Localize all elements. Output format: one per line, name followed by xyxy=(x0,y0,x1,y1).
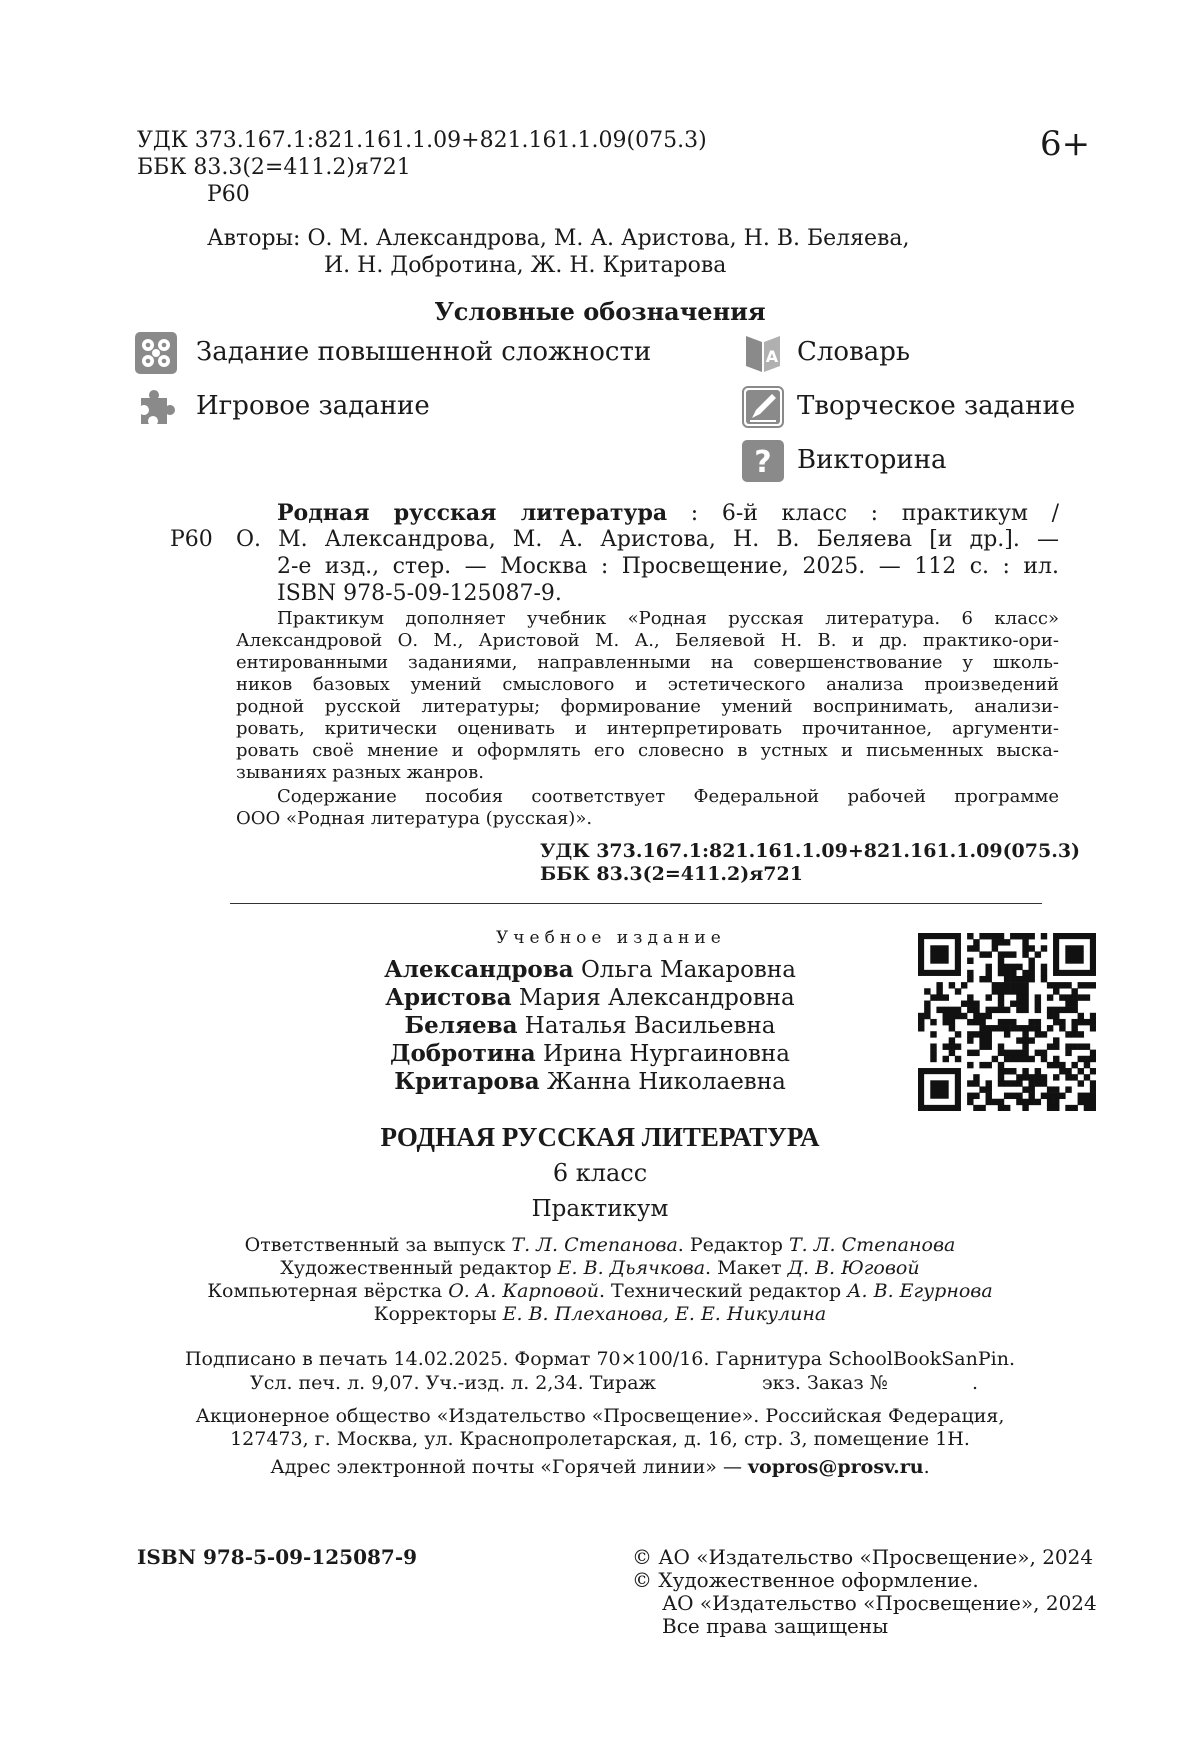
author-surname: Добротина xyxy=(390,1040,536,1067)
annotation-line-6-wrap xyxy=(236,718,1059,740)
author-surname: Критарова xyxy=(394,1068,540,1095)
puzzle-icon xyxy=(135,386,177,428)
copyright-2: © Художественное оформление. xyxy=(632,1568,979,1592)
annotation-line-1: Практикум дополняет учебник «Родная русская литература. 6 класс» xyxy=(277,608,1059,629)
annotation-line-6: ровать, критически оценивать и интерпретировать прочитанное, аргументи- xyxy=(236,718,1059,739)
annotation-line-1-wrap xyxy=(277,608,1059,630)
author-surname: Беляева xyxy=(404,1012,518,1039)
credit-role: Компьютерная вёрстка xyxy=(207,1280,449,1302)
credits-line-2 xyxy=(0,1257,1200,1279)
credit-person: Т. Л. Степанова xyxy=(788,1234,956,1256)
annotation-line-5-wrap xyxy=(236,696,1059,718)
legend-label-quiz: Викторина xyxy=(797,445,947,475)
credit-person: О. А. Карповой xyxy=(448,1280,599,1302)
publisher-line-1: Акционерное общество «Издательство «Просвещение». Российская Федерация, xyxy=(195,1405,1005,1427)
divider xyxy=(230,903,1042,904)
edition-type: Учебное издание xyxy=(496,928,726,948)
biblio-title-rest: : 6-й класс : практикум / xyxy=(667,501,1059,526)
svg-text:A: A xyxy=(765,347,779,366)
pen-creative-icon xyxy=(742,386,784,428)
credit-person: Е. В. Дьячкова xyxy=(557,1257,706,1279)
credit-role: . Редактор xyxy=(677,1234,789,1256)
legend-label-creative: Творческое задание xyxy=(797,391,1076,421)
gears-icon xyxy=(135,332,177,374)
publisher-line-2: 127473, г. Москва, ул. Краснопролетарская, д. 16, стр. 3, помещение 1Н. xyxy=(230,1428,970,1450)
annotation-line-7: ровать своё мнение и оформлять его словесно в устных и письменных выска- xyxy=(236,740,1059,761)
copyright-3: АО «Издательство «Просвещение», 2024 xyxy=(662,1591,1097,1615)
credit-person: А. В. Егурнова xyxy=(847,1280,993,1302)
hotline-email xyxy=(0,1456,1200,1478)
legend-label-advanced: Задание повышенной сложности xyxy=(196,337,652,367)
biblio-line-2: О. М. Александрова, М. А. Аристова, Н. В. Беляева [и др.]. — xyxy=(236,527,1059,552)
credit-person: Е. В. Плеханова, Е. Е. Никулина xyxy=(502,1303,827,1325)
book-grade: 6 класс xyxy=(552,1159,648,1187)
credits-line-3 xyxy=(0,1280,1200,1302)
author-name: Жанна Николаевна xyxy=(547,1069,786,1095)
authors-line-2: И. Н. Добротина, Ж. Н. Критарова xyxy=(324,253,727,278)
annotation2-line-1-wrap xyxy=(277,786,1059,808)
email-suffix: . xyxy=(923,1456,930,1478)
author-name: Наталья Васильевна xyxy=(524,1013,776,1039)
biblio-title: Родная русская литература xyxy=(277,500,668,526)
annotation-line-4-wrap xyxy=(236,674,1059,696)
email-address: vopros@prosv.ru xyxy=(747,1456,924,1478)
biblio-bbk: ББК 83.3(2=411.2)я721 xyxy=(540,863,803,885)
credit-person: Д. В. Юговой xyxy=(787,1257,920,1279)
annotation-line-3: ентированными заданиями, направленными на совершенствование у школь- xyxy=(236,652,1059,673)
print-line-2a: Усл. печ. л. 9,07. Уч.-изд. л. 2,34. Тираж xyxy=(250,1372,656,1394)
book-title: РОДНАЯ РУССКАЯ ЛИТЕРАТУРА xyxy=(380,1122,820,1152)
authors-line-1: Авторы: О. М. Александрова, М. А. Аристова, Н. В. Беляева, xyxy=(207,226,910,251)
imprint-author-3 xyxy=(330,1012,850,1040)
annotation-line-4: ников базовых умений смыслового и эстетического анализа произведений xyxy=(236,674,1059,695)
svg-text:?: ? xyxy=(754,445,772,480)
print-line-2c: . xyxy=(972,1372,979,1394)
legend-title: Условные обозначения xyxy=(434,297,766,326)
legend-label-game: Игровое задание xyxy=(196,391,430,421)
book-type: Практикум xyxy=(531,1196,669,1222)
credit-role: . Технический редактор xyxy=(598,1280,848,1302)
qr-code xyxy=(918,933,1096,1111)
biblio-line-1 xyxy=(277,500,1059,527)
question-mark-icon xyxy=(742,440,784,482)
email-prefix: Адрес электронной почты «Горячей линии» — xyxy=(270,1456,748,1478)
header-udk: УДК 373.167.1:821.161.1.09+821.161.1.09(075.3) xyxy=(137,128,707,153)
annotation-line-2-wrap xyxy=(236,630,1059,652)
imprint-author-2 xyxy=(330,984,850,1012)
annotation-line-8: зываниях разных жанров. xyxy=(236,762,485,783)
author-surname: Александрова xyxy=(384,956,574,983)
age-rating: 6+ xyxy=(1040,124,1091,164)
footer-isbn: ISBN 978-5-09-125087-9 xyxy=(137,1545,418,1569)
credit-role: Ответственный за выпуск xyxy=(244,1234,512,1256)
annotation-line-3-wrap xyxy=(236,652,1059,674)
annotation-line-7-wrap xyxy=(236,740,1059,762)
imprint-author-4 xyxy=(330,1040,850,1068)
annotation-line-5: родной русской литературы; формирование умений воспринимать, анализи- xyxy=(236,696,1059,717)
print-line-2b: экз. Заказ № xyxy=(762,1372,888,1394)
imprint-author-1 xyxy=(330,956,850,984)
header-bbk: ББК 83.3(2=411.2)я721 xyxy=(137,155,411,180)
annotation2-line-2: ООО «Родная литература (русская)». xyxy=(236,808,593,829)
credits-line-1 xyxy=(0,1234,1200,1256)
dictionary-book-icon xyxy=(742,332,784,374)
credit-role: Корректоры xyxy=(373,1303,503,1325)
annotation-line-2: Александровой О. М., Аристовой М. А., Беляевой Н. В. и др. практико-ори- xyxy=(236,630,1059,651)
biblio-line-2-wrap xyxy=(236,527,1059,553)
biblio-code: Р60 xyxy=(170,527,213,552)
print-line-1: Подписано в печать 14.02.2025. Формат 70×100/16. Гарнитура SchoolBookSanPin. xyxy=(184,1348,1016,1370)
credit-role: . Макет xyxy=(705,1257,788,1279)
rights-reserved: Все права защищены xyxy=(662,1614,889,1638)
author-name: Ольга Макаровна xyxy=(580,957,796,983)
author-name: Мария Александровна xyxy=(518,985,795,1011)
credits-line-4 xyxy=(0,1303,1200,1325)
legend-label-dictionary: Словарь xyxy=(797,337,911,367)
copyright-1: © АО «Издательство «Просвещение», 2024 xyxy=(632,1545,1094,1569)
header-code: Р60 xyxy=(207,182,250,207)
author-surname: Аристова xyxy=(385,984,512,1011)
biblio-udk: УДК 373.167.1:821.161.1.09+821.161.1.09(075.3) xyxy=(540,840,1081,862)
imprint-author-5 xyxy=(330,1068,850,1096)
biblio-line-3-wrap xyxy=(277,554,1059,580)
author-name: Ирина Нургаиновна xyxy=(542,1041,790,1067)
biblio-line-3: 2-е изд., стер. — Москва : Просвещение, 2025. — 112 с. : ил. xyxy=(277,554,1059,579)
annotation2-line-1: Содержание пособия соответствует Федеральной рабочей программе xyxy=(277,786,1059,807)
credit-person: Т. Л. Степанова xyxy=(511,1234,678,1256)
biblio-isbn: ISBN 978-5-09-125087-9. xyxy=(277,581,562,606)
credit-role: Художественный редактор xyxy=(280,1257,558,1279)
